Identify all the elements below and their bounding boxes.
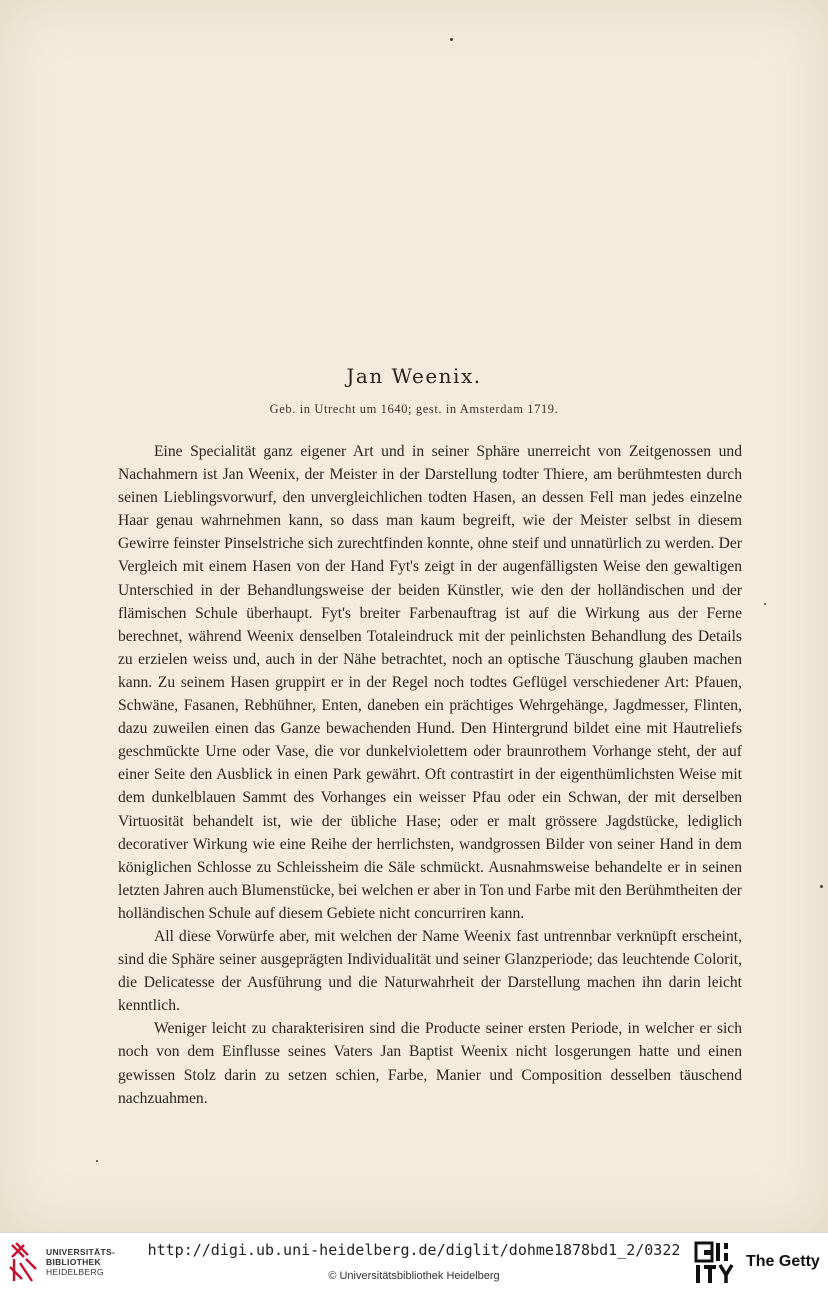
page-subtitle: Geb. in Utrecht um 1640; gest. in Amsterdam 1719. xyxy=(269,402,559,416)
library-name: UNIVERSITÄTS- BIBLIOTHEK HEIDELBERG xyxy=(46,1247,116,1277)
paper-speck xyxy=(820,885,823,888)
paper-speck xyxy=(764,603,766,605)
paper-speck xyxy=(96,1160,98,1162)
page-title: Jan Weenix. xyxy=(346,364,482,388)
paragraph-3: Weniger leicht zu charakterisiren sind die Producte seiner ersten Periode, in welcher er sich noch von dem Einflusse seines Vaters Jan Baptist Weenix nicht losgerungen hatte und einen gewissen Stolz darin zu setzen schien, Farbe, Manier und Composition desselben täuschend nachzuahmen. xyxy=(118,1020,742,1107)
paragraph-1: Eine Specialität ganz eigener Art und in seiner Sphäre unerreicht von Zeitgenossen und Nachahmern ist Jan Weenix, der Meister in der Darstellung todter Thiere, am berühmtesten durch seinen Lieblingsvorwurf, den unvergleichlichen todten Hasen, an dessen Fell man jedes einzelne Haar genau wahrnehmen kann, so dass man kaum begreift, wie der Meister selbst in diesem Gewirre feinster Pinselstriche sich zurechtfinden konnte, ohne steif und unnatürlich zu werden. Der Vergleich mit einem Hasen von der Hand Fyt's zeigt in der augenfälligsten Weise den gewaltigen Unterschied in der Behandlungsweise der beiden Künstler, wie den der holländischen und der flämischen Schule überhaupt. Fyt's breiter Farbenauftrag ist auf die Wirkung aus der Ferne berechnet, während Weenix denselben Totaleindruck mit der peinlichsten Behandlung des Details zu erzielen weiss und, auch in der Nähe betrachtet, noch an optische Täuschung glauben machen kann. Zu seinem Hasen gruppirt er in der Regel noch todtes Geflügel verschiedener Art: Pfauen, Schwäne, Fasanen, Rebhühner, Enten, daneben ein prächtiges Wehrgehänge, Jagdmesser, Flinten, dazu zuweilen einen das Ganze bewachenden Hund. Den Hintergrund bildet eine mit Hautreliefs geschmückte Urne oder Vase, die vor dunkelviolettem oder braunrothem Vorhange steht, der auf einer Seite den Ausblick in einen Park gewährt. Oft contrastirt in der eigenthümlichsten Weise mit dem dunkelblauen Sammt des Vorhanges ein weisser Pfau oder ein Schwan, der mit derselben Virtuosität behandelt ist, wie der übliche Hase; oder er malt grössere Jagdstücke, lediglich decorativer Wirkung wie eine Reihe der herrlichsten, wandgrossen Bilder von seiner Hand in dem königlichen Schlosse zu Schleissheim die Säle schmückt. Ausnahmsweise behandelte er in seinen letzten Jahren auch Blumenstücke, bei welchen er aber in Ton und Farbe mit den Berühmtheiten der holländischen Schule auf diesem Gebiete nicht concurriren kann. xyxy=(118,443,742,922)
paragraph-2: All diese Vorwürfe aber, mit welchen der Name Weenix fast untrennbar verknüpft erscheint, sind die Sphäre seiner ausgeprägten Individualität und seiner Glanzperiode; das leuchtende Colorit, die Delicatesse der Ausführung und die Naturwahrheit der Darstellung machen ihn darin leicht kenntlich. xyxy=(118,927,742,1015)
body-text xyxy=(118,440,742,1110)
getty-label: The Getty xyxy=(746,1253,820,1270)
viewer-footer xyxy=(0,1232,828,1293)
copyright-notice: © Universitätsbibliothek Heidelberg xyxy=(328,1270,500,1282)
permalink-url[interactable]: http://digi.ub.uni-heidelberg.de/diglit/dohme1878bd1_2/0322 xyxy=(147,1241,681,1259)
getty-logo-icon xyxy=(694,1241,736,1285)
paper-speck xyxy=(450,38,453,41)
